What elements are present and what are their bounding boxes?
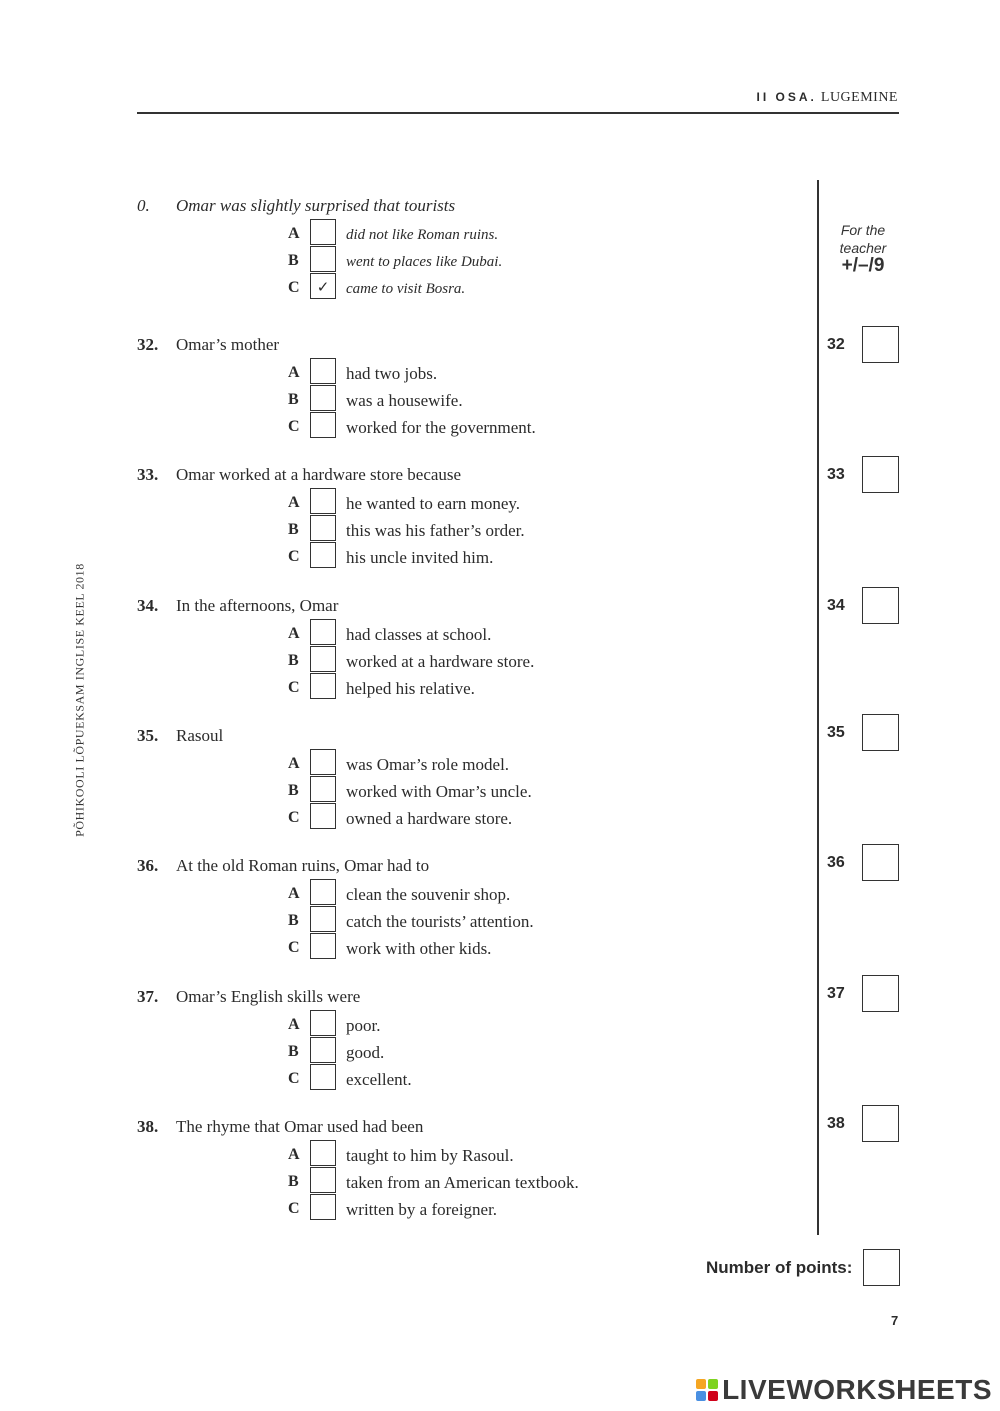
- option-b: [288, 646, 708, 673]
- option-b: [288, 1167, 708, 1194]
- question-number: 36.: [137, 856, 159, 875]
- option-letter: A: [288, 225, 300, 242]
- option-letter: B: [288, 521, 299, 538]
- option-letter: A: [288, 494, 300, 511]
- option-text: had two jobs.: [346, 364, 438, 383]
- option-text: written by a foreigner.: [346, 1200, 498, 1219]
- question-text: The rhyme that Omar used had been: [176, 1117, 424, 1136]
- question-number: 37.: [137, 987, 159, 1006]
- option-text: work with other kids.: [346, 939, 492, 958]
- option-text: did not like Roman ruins.: [346, 227, 499, 243]
- option-a: [288, 358, 708, 385]
- question-text: Omar’s mother: [176, 335, 280, 354]
- option-b: [288, 515, 708, 542]
- option-text: went to places like Dubai.: [346, 254, 503, 270]
- number-of-points-label: Number of points:: [706, 1258, 853, 1277]
- option-text: clean the souvenir shop.: [346, 885, 511, 904]
- option-text: worked at a hardware store.: [346, 652, 535, 671]
- score-box[interactable]: [862, 975, 899, 1012]
- option-text: poor.: [346, 1016, 381, 1035]
- score-box[interactable]: [862, 714, 899, 751]
- option-text: catch the tourists’ attention.: [346, 912, 534, 931]
- option-b: [288, 906, 708, 933]
- answer-checkbox[interactable]: [310, 646, 336, 672]
- option-letter: C: [288, 939, 300, 956]
- option-a: [288, 219, 708, 246]
- total-points-box[interactable]: [863, 1249, 900, 1286]
- score-label: 32: [827, 336, 845, 353]
- option-text: came to visit Bosra.: [346, 281, 466, 297]
- answer-checkbox[interactable]: [310, 933, 336, 959]
- option-a: [288, 1140, 708, 1167]
- option-letter: B: [288, 1043, 299, 1060]
- question-number: 38.: [137, 1117, 159, 1136]
- option-letter: A: [288, 1146, 300, 1163]
- option-text: worked for the government.: [346, 418, 536, 437]
- score-label: 37: [827, 985, 845, 1002]
- option-text: his uncle invited him.: [346, 548, 494, 567]
- option-c: [288, 673, 708, 700]
- score-label: 35: [827, 724, 845, 741]
- score-box[interactable]: [862, 1105, 899, 1142]
- answer-checkbox[interactable]: [310, 1037, 336, 1063]
- option-text: was Omar’s role model.: [346, 755, 510, 774]
- option-letter: C: [288, 279, 300, 296]
- answer-checkbox[interactable]: [310, 488, 336, 514]
- option-c: [288, 542, 708, 569]
- question-number: 0.: [137, 196, 150, 215]
- answer-checkbox[interactable]: [310, 358, 336, 384]
- option-a: [288, 749, 708, 776]
- option-letter: C: [288, 1200, 300, 1217]
- answer-checkbox-checked[interactable]: ✓: [310, 273, 336, 299]
- answer-checkbox[interactable]: [310, 619, 336, 645]
- section-name: LUGEMINE: [820, 90, 898, 105]
- option-letter: B: [288, 652, 299, 669]
- logo-icon: [696, 1379, 718, 1401]
- answer-checkbox[interactable]: [310, 385, 336, 411]
- answer-checkbox[interactable]: [310, 803, 336, 829]
- option-letter: A: [288, 755, 300, 772]
- option-text: had classes at school.: [346, 625, 492, 644]
- section-header: [757, 90, 898, 106]
- answer-checkbox[interactable]: [310, 776, 336, 802]
- answer-checkbox[interactable]: [310, 906, 336, 932]
- score-box[interactable]: [862, 844, 899, 881]
- question-text: In the afternoons, Omar: [176, 596, 339, 615]
- option-b: [288, 1037, 708, 1064]
- section-number: II OSA.: [756, 90, 817, 104]
- option-letter: C: [288, 1070, 300, 1087]
- question-number: 32.: [137, 335, 159, 354]
- question-number: 33.: [137, 465, 159, 484]
- question-33: [0, 465, 1000, 585]
- question-37: [0, 987, 1000, 1107]
- answer-checkbox[interactable]: [310, 879, 336, 905]
- score-box[interactable]: [862, 326, 899, 363]
- option-letter: C: [288, 809, 300, 826]
- option-a: [288, 1010, 708, 1037]
- answer-checkbox[interactable]: [310, 1064, 336, 1090]
- option-text: was a housewife.: [346, 391, 463, 410]
- option-c: [288, 1194, 708, 1221]
- score-label: 38: [827, 1115, 845, 1132]
- liveworksheets-logo: [696, 1374, 992, 1406]
- question-number: 34.: [137, 596, 159, 615]
- option-letter: B: [288, 782, 299, 799]
- option-text: good.: [346, 1043, 385, 1062]
- question-32: [0, 335, 1000, 455]
- answer-checkbox[interactable]: [310, 542, 336, 568]
- question-text: Omar worked at a hardware store because: [176, 465, 462, 484]
- question-35: [0, 726, 1000, 846]
- option-text: this was his father’s order.: [346, 521, 525, 540]
- answer-checkbox[interactable]: [310, 1140, 336, 1166]
- option-letter: B: [288, 391, 299, 408]
- score-label: 33: [827, 466, 845, 483]
- option-c: [288, 1064, 708, 1091]
- answer-checkbox[interactable]: [310, 515, 336, 541]
- exam-side-label: PÕHIKOOLI LÕPUEKSAM INGLISE KEEL 2018: [72, 563, 87, 837]
- answer-checkbox[interactable]: [310, 412, 336, 438]
- example-question: [0, 196, 1000, 316]
- option-c: [288, 803, 708, 830]
- option-letter: B: [288, 912, 299, 929]
- answer-checkbox[interactable]: [310, 246, 336, 272]
- answer-checkbox[interactable]: [310, 219, 336, 245]
- option-c: [288, 412, 708, 439]
- option-letter: A: [288, 885, 300, 902]
- option-b: [288, 246, 708, 273]
- question-text: Omar’s English skills were: [176, 987, 361, 1006]
- page-number: 7: [891, 1313, 899, 1328]
- question-text: Omar was slightly surprised that tourists: [176, 196, 456, 215]
- option-a: [288, 879, 708, 906]
- answer-checkbox[interactable]: [310, 1010, 336, 1036]
- option-b: [288, 385, 708, 412]
- option-letter: A: [288, 1016, 300, 1033]
- score-label: 34: [827, 597, 845, 614]
- answer-checkbox[interactable]: [310, 749, 336, 775]
- logo-text: LIVEWORKSHEETS: [722, 1374, 992, 1405]
- option-text: taught to him by Rasoul.: [346, 1146, 514, 1165]
- answer-checkbox[interactable]: [310, 673, 336, 699]
- option-text: helped his relative.: [346, 679, 475, 698]
- score-box[interactable]: [862, 456, 899, 493]
- option-text: worked with Omar’s uncle.: [346, 782, 532, 801]
- answer-checkbox[interactable]: [310, 1194, 336, 1220]
- option-a: [288, 619, 708, 646]
- option-letter: A: [288, 364, 300, 381]
- option-c: [288, 933, 708, 960]
- teacher-label-line1: For the: [840, 222, 886, 238]
- teacher-max-score: +/–/9: [841, 255, 885, 276]
- option-a: [288, 488, 708, 515]
- option-text: owned a hardware store.: [346, 809, 513, 828]
- question-text: Rasoul: [176, 726, 224, 745]
- option-text: taken from an American textbook.: [346, 1173, 579, 1192]
- score-box[interactable]: [862, 587, 899, 624]
- question-number: 35.: [137, 726, 159, 745]
- option-letter: C: [288, 418, 300, 435]
- option-letter: C: [288, 548, 300, 565]
- option-b: [288, 776, 708, 803]
- score-label: 36: [827, 854, 845, 871]
- option-c: [288, 273, 708, 300]
- option-text: he wanted to earn money.: [346, 494, 521, 513]
- option-text: excellent.: [346, 1070, 412, 1089]
- option-letter: B: [288, 1173, 299, 1190]
- header-divider: [137, 112, 899, 114]
- question-text: At the old Roman ruins, Omar had to: [176, 856, 430, 875]
- teacher-label-line2: teacher: [839, 240, 887, 256]
- question-36: [0, 856, 1000, 976]
- question-38: [0, 1117, 1000, 1237]
- option-letter: A: [288, 625, 300, 642]
- option-letter: C: [288, 679, 300, 696]
- question-34: [0, 596, 1000, 716]
- option-letter: B: [288, 252, 299, 269]
- answer-checkbox[interactable]: [310, 1167, 336, 1193]
